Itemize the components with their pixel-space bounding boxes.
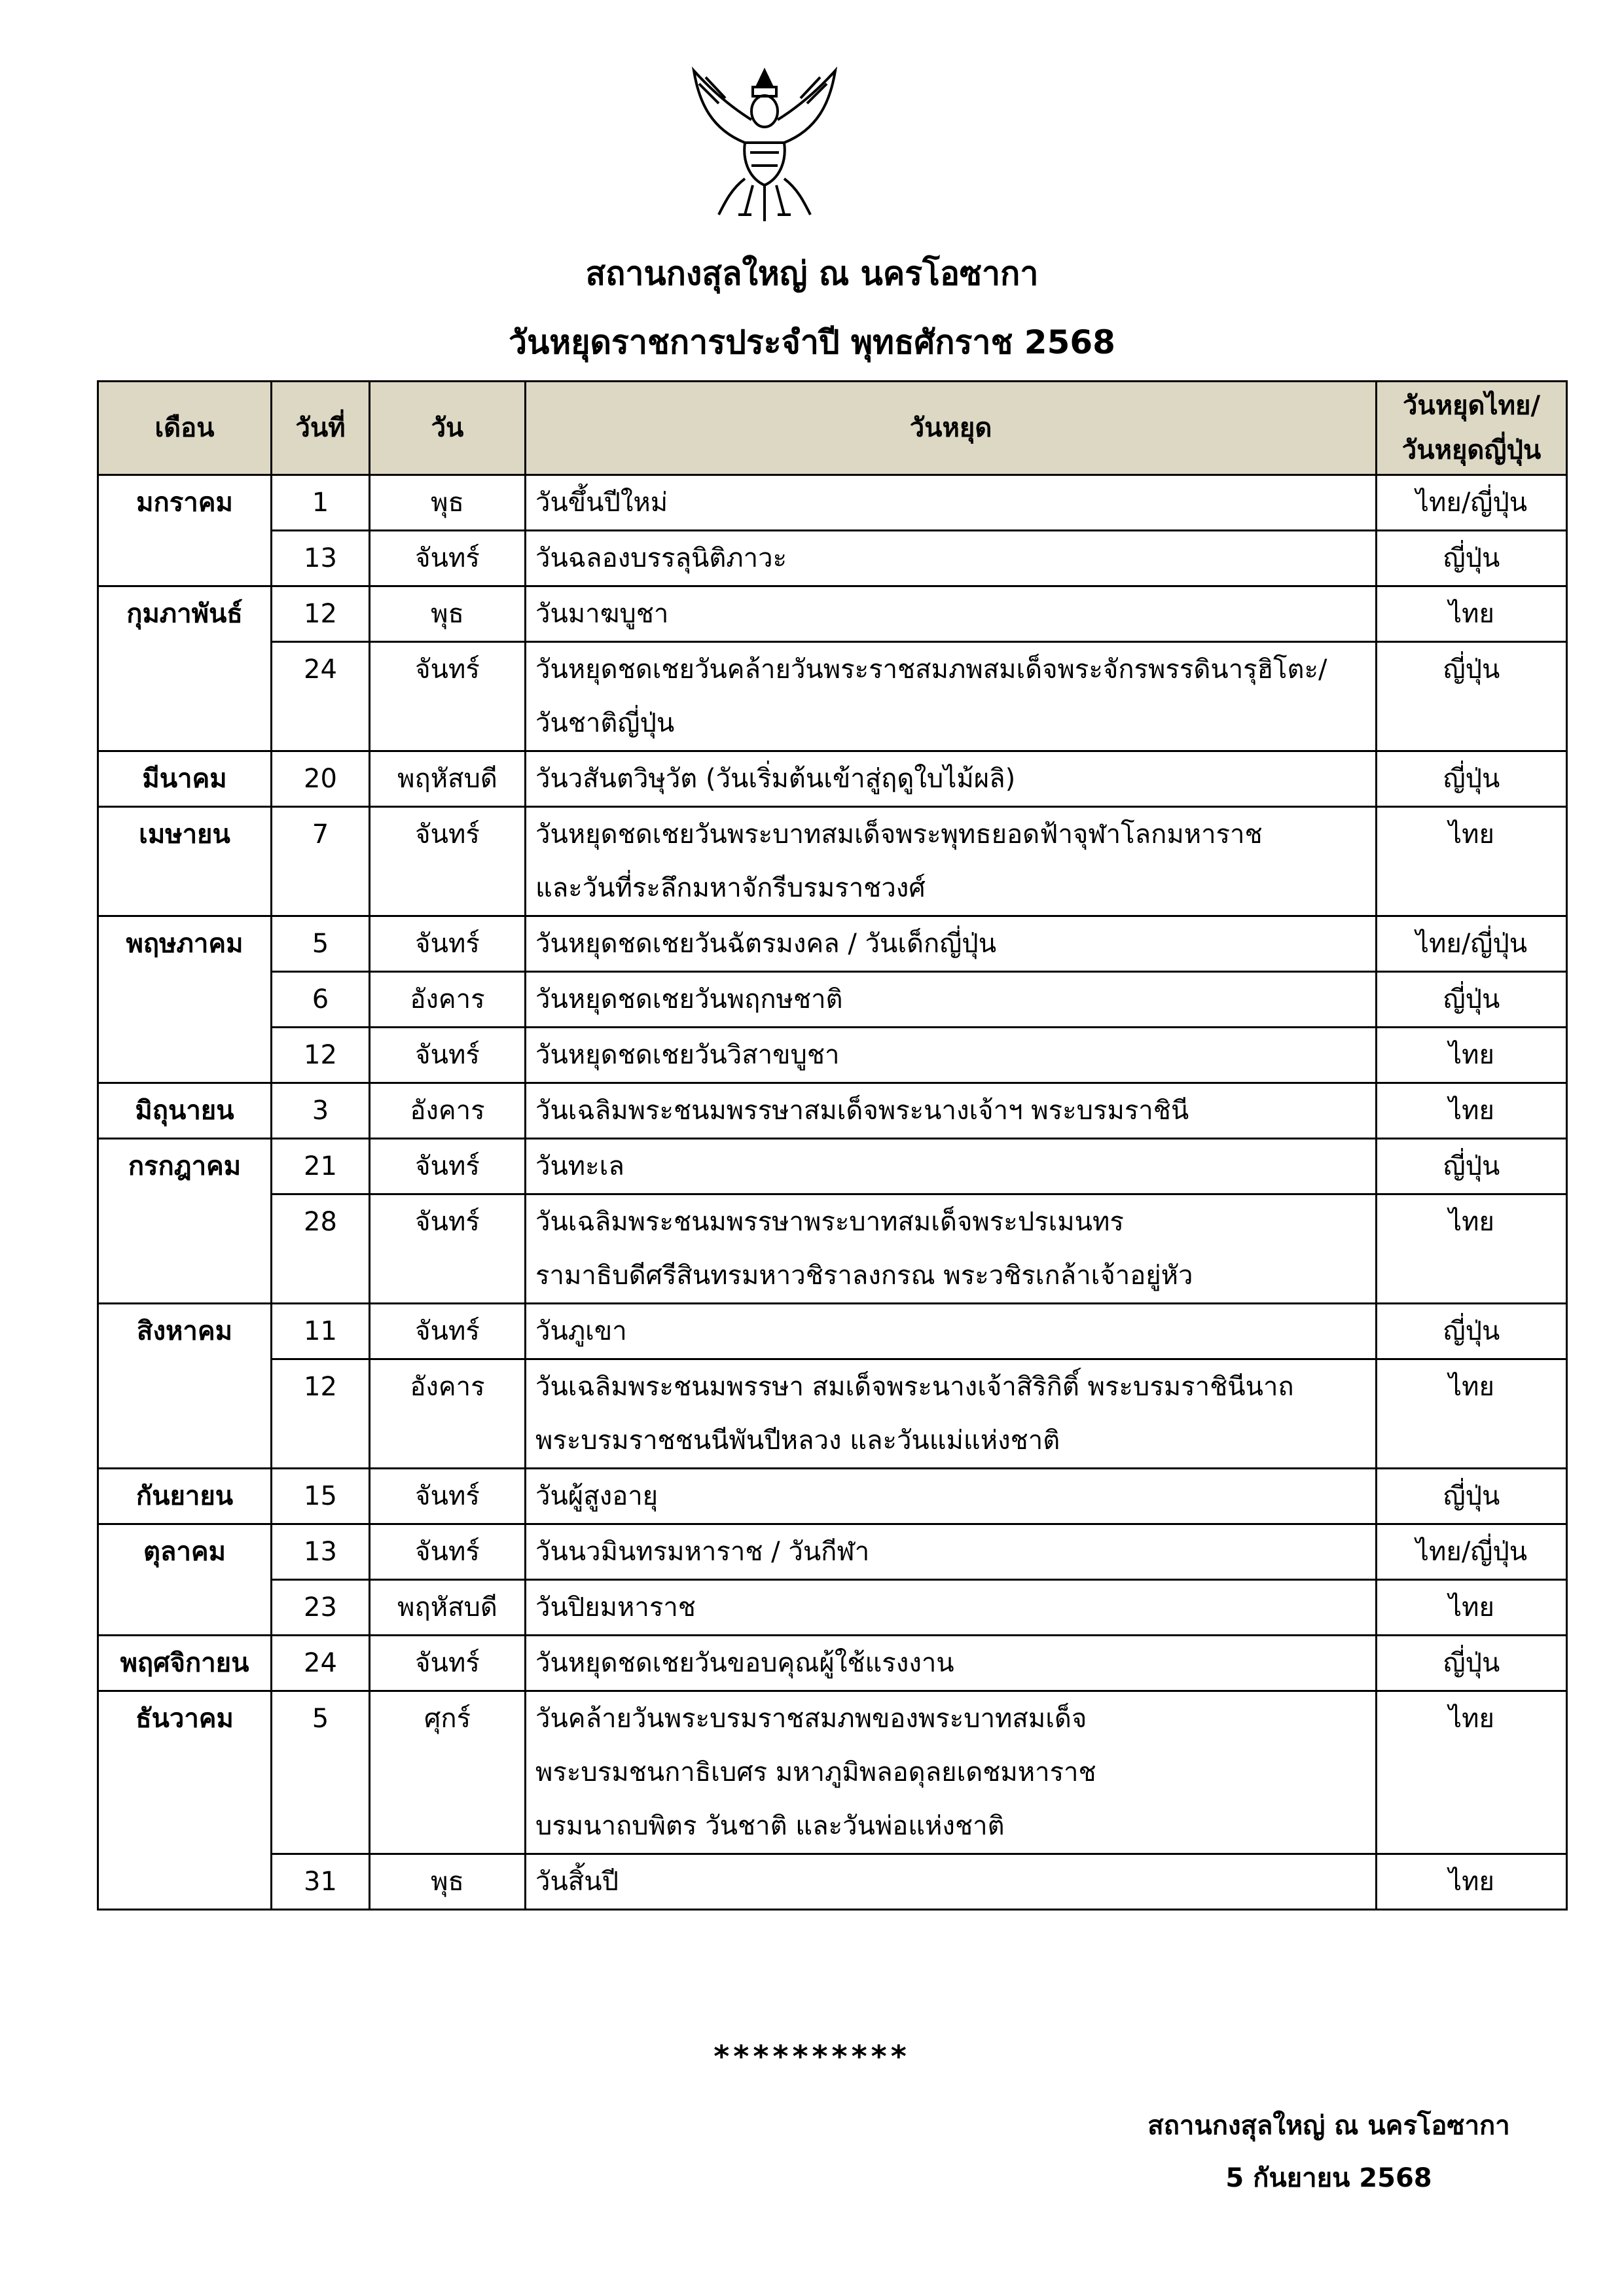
holiday-table — [97, 380, 1568, 1910]
cell-month: ธันวาคม — [98, 1691, 272, 1854]
cell-category: ไทย — [1377, 1359, 1567, 1469]
holiday-line: พระบรมราชชนนีพันปีหลวง และวันแม่แห่งชาติ — [535, 1426, 1060, 1456]
holiday-line: วันผู้สูงอายุ — [535, 1481, 659, 1511]
cell-weekday: จันทร์ — [370, 1636, 526, 1691]
table-row — [98, 916, 1567, 972]
cell-category: ไทย — [1377, 1854, 1567, 1910]
cell-day: 28 — [272, 1194, 370, 1304]
cell-day: 20 — [272, 751, 370, 807]
header-day: วันที่ — [272, 382, 370, 475]
cell-weekday: พุธ — [370, 475, 526, 531]
holiday-line: บรมนาถบพิตร วันชาติ และวันพ่อแห่งชาติ — [535, 1811, 1005, 1841]
table-row — [98, 1691, 1567, 1854]
table-row — [98, 1469, 1567, 1524]
cell-month — [98, 972, 272, 1028]
table-row — [98, 1304, 1567, 1359]
cell-holiday — [526, 1194, 1377, 1304]
cell-category: ไทย/ญี่ปุ่น — [1377, 1524, 1567, 1580]
cell-category: ไทย — [1377, 1580, 1567, 1636]
cell-category: ไทย — [1377, 807, 1567, 916]
cell-category: ไทย — [1377, 1028, 1567, 1083]
cell-holiday — [526, 475, 1377, 531]
page-subtitle: วันหยุดราชการประจำปี พุทธศักราช 2568 — [509, 323, 1115, 361]
cell-holiday — [526, 972, 1377, 1028]
cell-category: ญี่ปุ่น — [1377, 972, 1567, 1028]
cell-month: เมษายน — [98, 807, 272, 916]
cell-month — [98, 1359, 272, 1469]
header-holiday: วันหยุด — [526, 382, 1377, 475]
holiday-line: วันวสันตวิษุวัต (วันเริ่มต้นเข้าสู่ฤดูใบไม้ผลิ) — [535, 764, 1016, 794]
cell-month — [98, 531, 272, 586]
cell-holiday — [526, 807, 1377, 916]
cell-month: มีนาคม — [98, 751, 272, 807]
cell-category: ญี่ปุ่น — [1377, 531, 1567, 586]
cell-holiday — [526, 1691, 1377, 1854]
table-row — [98, 475, 1567, 531]
holiday-line: วันเฉลิมพระชนมพรรษา สมเด็จพระนางเจ้าสิริกิติ์ พระบรมราชินีนาถ — [535, 1372, 1294, 1402]
holiday-line: วันหยุดชดเชยวันพระบาทสมเด็จพระพุทธยอดฟ้าจุฬาโลกมหาราช — [535, 819, 1263, 850]
cell-weekday: อังคาร — [370, 1083, 526, 1139]
cell-holiday — [526, 586, 1377, 642]
cell-weekday: จันทร์ — [370, 531, 526, 586]
cell-day: 13 — [272, 1524, 370, 1580]
table-row — [98, 751, 1567, 807]
separator-stars: ********** — [713, 2039, 911, 2074]
cell-category: ไทย — [1377, 1083, 1567, 1139]
holiday-line: วันสิ้นปี — [535, 1867, 619, 1897]
cell-day: 12 — [272, 1359, 370, 1469]
cell-category: ญี่ปุ่น — [1377, 1636, 1567, 1691]
signature-date: 5 กันยายน 2568 — [1225, 2163, 1432, 2193]
table-row — [98, 1359, 1567, 1469]
cell-month — [98, 1580, 272, 1636]
cell-holiday — [526, 1580, 1377, 1636]
cell-month: พฤษภาคม — [98, 916, 272, 972]
cell-day: 12 — [272, 1028, 370, 1083]
holiday-line: วันหยุดชดเชยวันฉัตรมงคล / วันเด็กญี่ปุ่น — [535, 929, 997, 959]
cell-day: 5 — [272, 916, 370, 972]
cell-day: 5 — [272, 1691, 370, 1854]
cell-holiday — [526, 1854, 1377, 1910]
holiday-line: วันทะเล — [535, 1151, 624, 1181]
cell-weekday: จันทร์ — [370, 1139, 526, 1194]
holiday-line: รามาธิบดีศรีสินทรมหาวชิราลงกรณ พระวชิรเกล้าเจ้าอยู่หัว — [535, 1261, 1193, 1291]
cell-holiday — [526, 1139, 1377, 1194]
cell-holiday — [526, 916, 1377, 972]
cell-weekday: จันทร์ — [370, 642, 526, 751]
cell-category: ไทย/ญี่ปุ่น — [1377, 475, 1567, 531]
cell-holiday — [526, 1524, 1377, 1580]
cell-month: มิถุนายน — [98, 1083, 272, 1139]
cell-month: กรกฎาคม — [98, 1139, 272, 1194]
page-title: สถานกงสุลใหญ่ ณ นครโอซากา — [585, 255, 1039, 293]
table-row — [98, 1636, 1567, 1691]
holiday-line: และวันที่ระลึกมหาจักรีบรมราชวงศ์ — [535, 873, 926, 903]
cell-category: ญี่ปุ่น — [1377, 642, 1567, 751]
holiday-line: วันคล้ายวันพระบรมราชสมภพของพระบาทสมเด็จ — [535, 1704, 1087, 1734]
garuda-emblem-icon — [679, 58, 850, 228]
table-row — [98, 1194, 1567, 1304]
table-row — [98, 531, 1567, 586]
cell-holiday — [526, 1028, 1377, 1083]
cell-day: 7 — [272, 807, 370, 916]
cell-holiday — [526, 1083, 1377, 1139]
cell-day: 23 — [272, 1580, 370, 1636]
header-category: วันหยุดไทย/ วันหยุดญี่ปุ่น — [1377, 382, 1567, 475]
cell-category: ไทย — [1377, 1691, 1567, 1854]
table-row — [98, 586, 1567, 642]
cell-day: 15 — [272, 1469, 370, 1524]
holiday-line: วันภูเขา — [535, 1316, 627, 1346]
cell-month: กุมภาพันธ์ — [98, 586, 272, 642]
cell-category: ญี่ปุ่น — [1377, 1304, 1567, 1359]
cell-weekday: ศุกร์ — [370, 1691, 526, 1854]
cell-holiday — [526, 1636, 1377, 1691]
cell-month: สิงหาคม — [98, 1304, 272, 1359]
cell-weekday: จันทร์ — [370, 916, 526, 972]
holiday-line: วันหยุดชดเชยวันคล้ายวันพระราชสมภพสมเด็จพระจักรพรรดินารุฮิโตะ/ — [535, 655, 1327, 685]
holiday-line: วันเฉลิมพระชนมพรรษาพระบาทสมเด็จพระปรเมนทร — [535, 1207, 1124, 1237]
holiday-line: วันชาติญี่ปุ่น — [535, 708, 675, 738]
header-month: เดือน — [98, 382, 272, 475]
table-row — [98, 1854, 1567, 1910]
cell-holiday — [526, 1469, 1377, 1524]
cell-day: 24 — [272, 642, 370, 751]
cell-holiday — [526, 1359, 1377, 1469]
cell-day: 13 — [272, 531, 370, 586]
holiday-line: วันหยุดชดเชยวันพฤกษชาติ — [535, 984, 843, 1014]
cell-weekday: พุธ — [370, 1854, 526, 1910]
cell-category: ไทย/ญี่ปุ่น — [1377, 916, 1567, 972]
cell-day: 6 — [272, 972, 370, 1028]
table-row — [98, 642, 1567, 751]
cell-category: ญี่ปุ่น — [1377, 1469, 1567, 1524]
table-row — [98, 972, 1567, 1028]
cell-day: 11 — [272, 1304, 370, 1359]
holiday-line: วันปิยมหาราช — [535, 1592, 696, 1623]
table-row — [98, 1083, 1567, 1139]
table-row — [98, 1139, 1567, 1194]
holiday-line: วันนวมินทรมหาราช / วันกีฬา — [535, 1537, 870, 1567]
holiday-line: วันเฉลิมพระชนมพรรษาสมเด็จพระนางเจ้าฯ พระบรมราชินี — [535, 1096, 1189, 1126]
holiday-line: วันมาฆบูชา — [535, 599, 669, 629]
table-header-row — [98, 382, 1567, 475]
cell-day: 24 — [272, 1636, 370, 1691]
cell-weekday: อังคาร — [370, 972, 526, 1028]
cell-category: ญี่ปุ่น — [1377, 1139, 1567, 1194]
cell-day: 31 — [272, 1854, 370, 1910]
cell-weekday: อังคาร — [370, 1359, 526, 1469]
cell-category: ไทย — [1377, 586, 1567, 642]
cell-month: ตุลาคม — [98, 1524, 272, 1580]
cell-holiday — [526, 1304, 1377, 1359]
cell-weekday: พุธ — [370, 586, 526, 642]
table-row — [98, 807, 1567, 916]
cell-day: 21 — [272, 1139, 370, 1194]
cell-month — [98, 1854, 272, 1910]
cell-weekday: พฤหัสบดี — [370, 751, 526, 807]
cell-month: มกราคม — [98, 475, 272, 531]
holiday-line: วันหยุดชดเชยวันขอบคุณผู้ใช้แรงงาน — [535, 1648, 954, 1678]
cell-month: พฤศจิกายน — [98, 1636, 272, 1691]
cell-month — [98, 1194, 272, 1304]
cell-month — [98, 642, 272, 751]
table-row — [98, 1028, 1567, 1083]
signature-org: สถานกงสุลใหญ่ ณ นครโอซากา — [1147, 2111, 1510, 2141]
cell-holiday — [526, 642, 1377, 751]
cell-weekday: จันทร์ — [370, 1469, 526, 1524]
holiday-line: พระบรมชนกาธิเบศร มหาภูมิพลอดุลยเดชมหาราช — [535, 1757, 1096, 1787]
cell-weekday: พฤหัสบดี — [370, 1580, 526, 1636]
holiday-line: วันหยุดชดเชยวันวิสาขบูชา — [535, 1040, 840, 1070]
cell-weekday: จันทร์ — [370, 1194, 526, 1304]
cell-holiday — [526, 531, 1377, 586]
cell-holiday — [526, 751, 1377, 807]
table-row — [98, 1524, 1567, 1580]
cell-weekday: จันทร์ — [370, 1524, 526, 1580]
cell-category: ไทย — [1377, 1194, 1567, 1304]
cell-weekday: จันทร์ — [370, 1304, 526, 1359]
cell-category: ญี่ปุ่น — [1377, 751, 1567, 807]
cell-month: กันยายน — [98, 1469, 272, 1524]
cell-day: 12 — [272, 586, 370, 642]
cell-weekday: จันทร์ — [370, 807, 526, 916]
holiday-line: วันฉลองบรรลุนิติภาวะ — [535, 543, 787, 573]
holiday-line: วันขึ้นปีใหม่ — [535, 488, 668, 518]
cell-day: 1 — [272, 475, 370, 531]
table-row — [98, 1580, 1567, 1636]
cell-weekday: จันทร์ — [370, 1028, 526, 1083]
cell-month — [98, 1028, 272, 1083]
header-weekday: วัน — [370, 382, 526, 475]
cell-day: 3 — [272, 1083, 370, 1139]
